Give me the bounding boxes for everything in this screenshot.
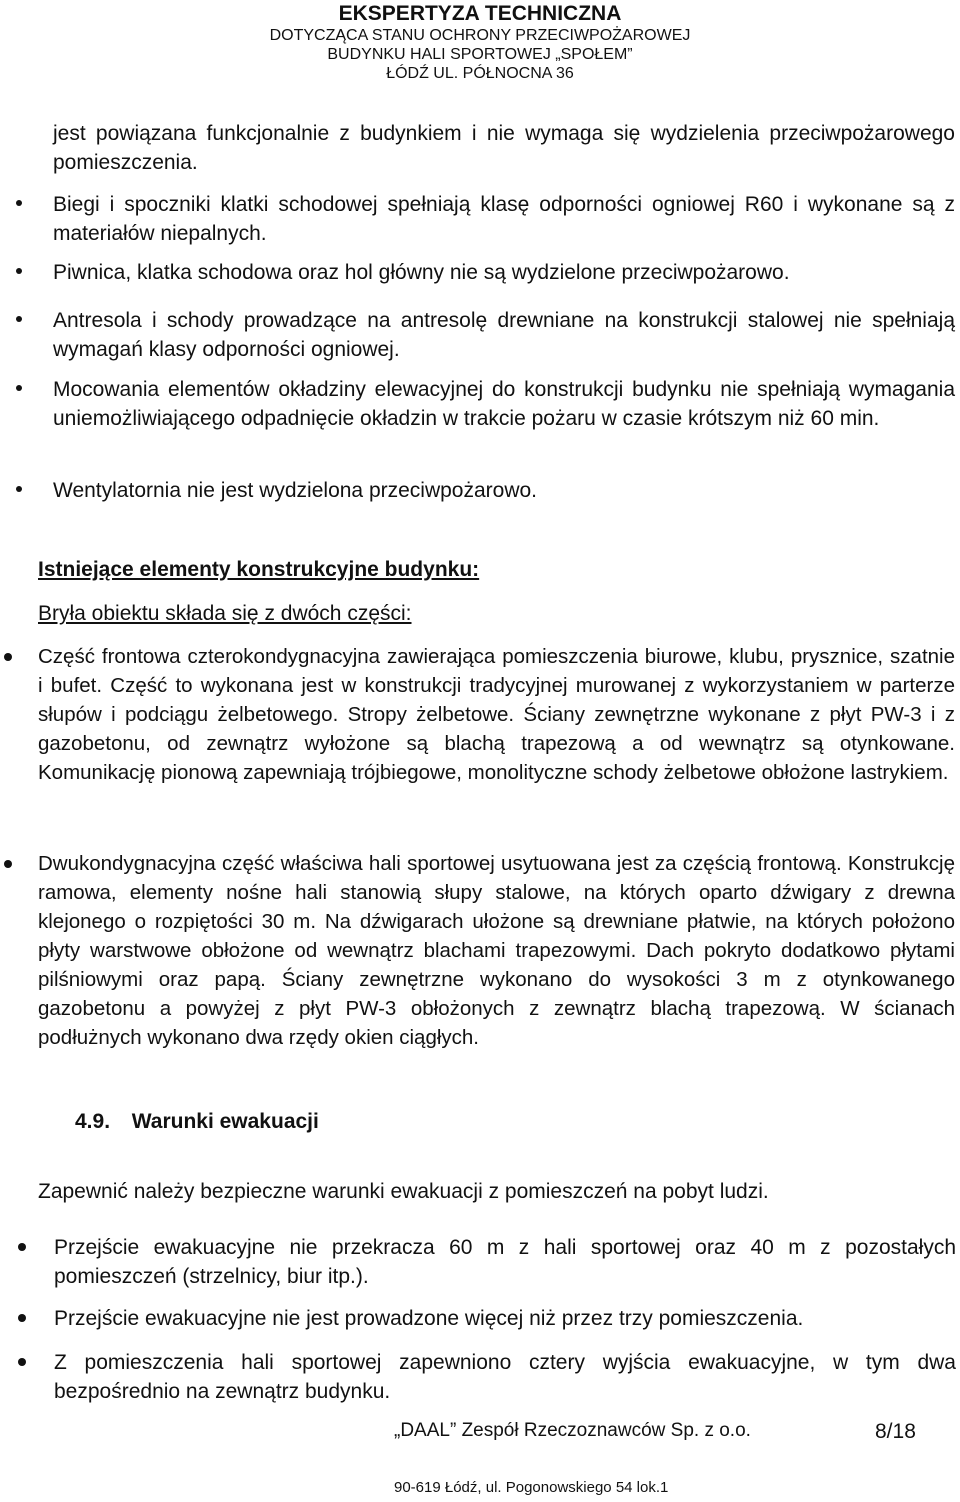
bullet-dot xyxy=(16,385,22,391)
intro-continuation: jest powiązana funkcjonalnie z budynkiem i nie wymaga się wydzielenia przeciwpożarowego pomieszczenia. xyxy=(53,122,955,174)
footer-address: 90-619 Łódź, ul. Pogonowskiego 54 lok.1 xyxy=(394,1479,669,1496)
section-title xyxy=(75,1110,319,1134)
bullet-dot xyxy=(16,486,22,492)
header-line-2: BUDYNKU HALI SPORTOWEJ „SPOŁEM” xyxy=(327,46,633,63)
evac-bullet-2: Przejście ewakuacyjne nie jest prowadzone więcej niż przez trzy pomieszczenia. xyxy=(54,1307,804,1330)
structure-heading: Istniejące elementy konstrukcyjne budynku: xyxy=(38,558,480,581)
header-title: EKSPERTYZA TECHNICZNA xyxy=(338,2,622,25)
fire-bullet-5: Wentylatornia nie jest wydzielona przeciwpożarowo. xyxy=(53,479,538,502)
bullet-dot xyxy=(18,1243,26,1251)
structure-bullet-1: Część frontowa czterokondygnacyjna zawierająca pomieszczenia biurowe, klubu, prysznice, szatnie i bufet. Część to wykonana jest w konstrukcji tradycyjnej murowanej z wykorzystaniem w parterze słupów i podciągu żelbetowego. Stropy żelbetowe. Ściany zewnętrzne wykonane z płyt PW-3 i z gazobetonu, od zewnątrz wyłożone są blachą trapezową a od wewnątrz są otynkowane. Komunikację pionową zapewniają trójbiegowe, monolityczne schody żelbetowe obłożone lastrykiem. xyxy=(38,645,955,784)
document-header xyxy=(0,0,960,83)
bullet-dot xyxy=(16,316,22,322)
fire-bullet-2: Piwnica, klatka schodowa oraz hol główny nie są wydzielone przeciwpożarowo. xyxy=(53,261,790,284)
footer-company: „DAAL” Zespół Rzeczoznawców Sp. z o.o. xyxy=(394,1420,751,1441)
header-line-1: DOTYCZĄCA STANU OCHRONY PRZECIWPOŻAROWEJ xyxy=(269,27,691,44)
section-intro: Zapewnić należy bezpieczne warunki ewakuacji z pomieszczeń na pobyt ludzi. xyxy=(38,1180,769,1203)
structure-subheading: Bryła obiektu składa się z dwóch części: xyxy=(38,602,412,625)
bullet-dot xyxy=(16,268,22,274)
header-line-3: ŁÓDŹ UL. PÓŁNOCNA 36 xyxy=(386,65,574,82)
fire-bullet-3: Antresola i schody prowadzące na antresolę drewniane na konstrukcji stalowej nie spełniają wymagań klasy odporności ogniowej. xyxy=(53,309,955,361)
bullet-dot xyxy=(16,200,22,206)
evac-bullet-1: Przejście ewakuacyjne nie przekracza 60 m z hali sportowej oraz 40 m z pozostałych pomieszczeń (strzelnicy, biur itp.). xyxy=(54,1236,956,1288)
section-number: 4.9. xyxy=(75,1110,111,1133)
section-title-text: Warunki ewakuacji xyxy=(131,1110,319,1133)
fire-bullet-4: Mocowania elementów okładziny elewacyjnej do konstrukcji budynku nie spełniają wymagania uniemożliwiającego odpadnięcie okładzin w trakcie pożaru w czasie krótszym niż 60 min. xyxy=(53,378,955,430)
bullet-dot xyxy=(4,860,12,868)
bullet-dot xyxy=(18,1314,26,1322)
fire-bullet-1: Biegi i spoczniki klatki schodowej spełniają klasę odporności ogniowej R60 i wykonane są z materiałów niepalnych. xyxy=(53,193,955,245)
page-number: 8/18 xyxy=(875,1420,916,1443)
evac-bullet-3: Z pomieszczenia hali sportowej zapewniono cztery wyjścia ewakuacyjne, w tym dwa bezpośrednio na zewnątrz budynku. xyxy=(54,1351,956,1403)
bullet-dot xyxy=(4,653,12,661)
bullet-dot xyxy=(18,1358,26,1366)
structure-bullet-2: Dwukondygnacyjna część właściwa hali sportowej usytuowana jest za częścią frontową. Konstrukcję ramowa, elementy nośne hali stanowią słupy stalowe, na których oparto dźwigary z drewna klejonego o rozpiętości 30 m. Na dźwigarach ułożone są drewniane płatwie, na których położono płyty warstwowe obłożone od wewnątrz blachami trapezowymi. Dach pokryto dodatkowo płytami pilśniowymi oraz papą. Ściany zewnętrzne wykonano do wysokości 3 m z otynkowanego gazobetonu a powyżej z płyt PW-3 obłożonych z zewnątrz blachą trapezową. W ścianach podłużnych wykonano dwa rzędy okien ciągłych. xyxy=(38,852,955,1049)
